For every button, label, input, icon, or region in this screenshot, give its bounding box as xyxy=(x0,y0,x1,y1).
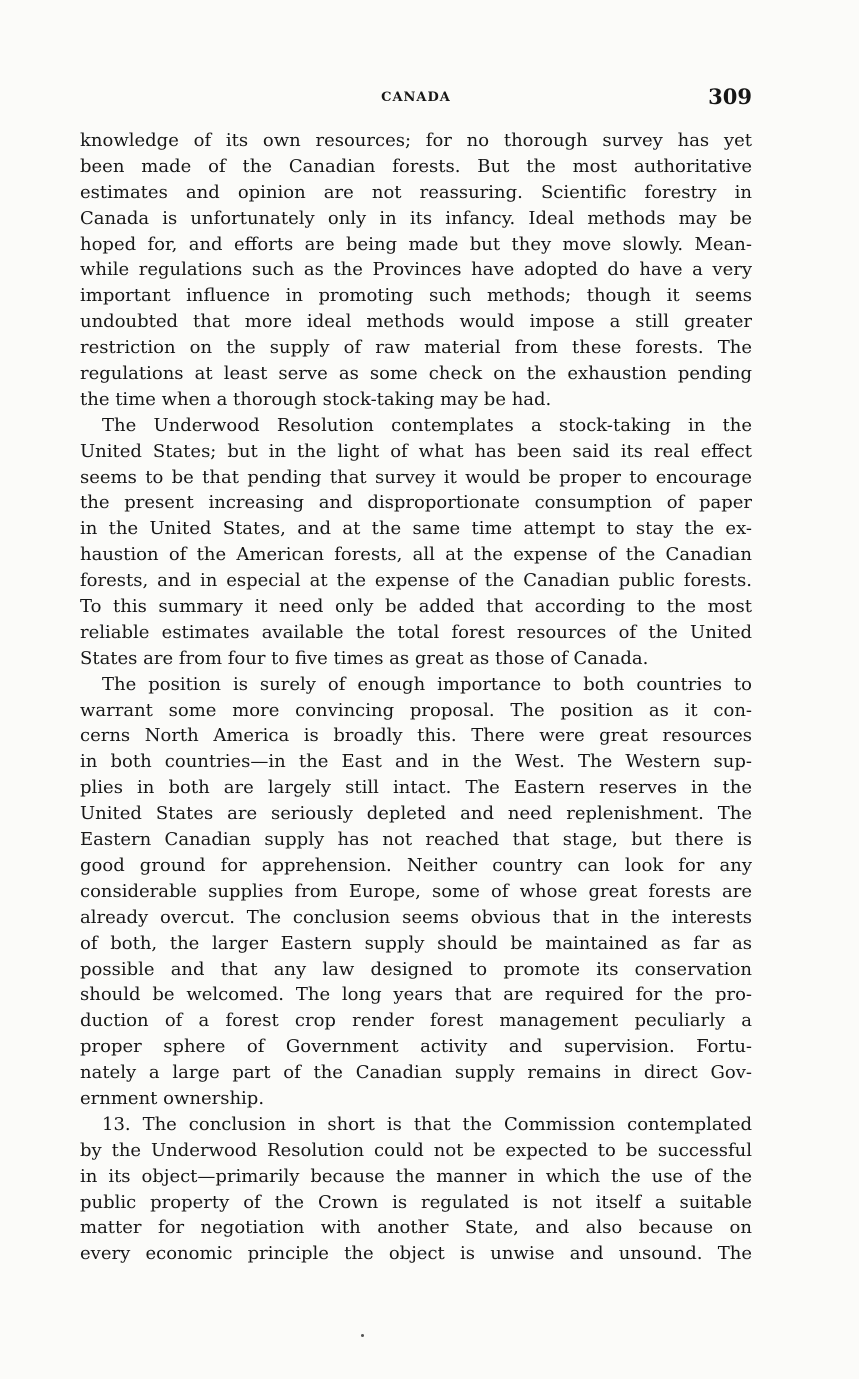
text-line: important influence in promoting such methods; though it seems xyxy=(80,285,752,307)
text-line: ernment ownership. xyxy=(80,1087,265,1109)
text-line: United States are seriously depleted and need replenishment. The xyxy=(80,803,752,825)
text-line: Canada is unfortunately only in its infancy. Ideal methods may be xyxy=(80,207,752,229)
text-line: seems to be that pending that survey it would be proper to encourage xyxy=(80,466,752,488)
text-line: good ground for apprehension. Neither country can look for any xyxy=(80,854,752,876)
text-line: been made of the Canadian forests. But the most authoritative xyxy=(80,155,752,177)
text-line: in the United States, and at the same time attempt to stay the ex- xyxy=(80,518,752,540)
text-line: United States; but in the light of what has been said its real effect xyxy=(80,440,752,462)
text-line: warrant some more convincing proposal. The position as it con- xyxy=(80,699,752,721)
text-line: should be welcomed. The long years that are required for the pro- xyxy=(80,984,752,1006)
text-line: forests, and in especial at the expense of the Canadian public forests. xyxy=(80,570,752,592)
running-title: CANADA xyxy=(381,90,451,105)
text-line: the time when a thorough stock-taking may be had. xyxy=(80,388,552,410)
running-head xyxy=(80,84,752,114)
text-line: To this summary it need only be added that according to the most xyxy=(80,596,752,618)
text-line: in both countries—in the East and in the West. The Western sup- xyxy=(80,751,752,773)
paragraph xyxy=(80,672,752,1112)
text-line: considerable supplies from Europe, some of whose great forests are xyxy=(80,880,752,902)
print-speck xyxy=(361,1334,364,1337)
text-line: hoped for, and efforts are being made but they move slowly. Mean- xyxy=(80,233,752,255)
text-line: States are from four to five times as great as those of Canada. xyxy=(80,647,649,669)
text-line: knowledge of its own resources; for no thorough survey has yet xyxy=(80,130,752,151)
paragraph xyxy=(80,128,752,413)
text-line: while regulations such as the Provinces have adopted do have a very xyxy=(80,259,752,281)
text-line: plies in both are largely still intact. The Eastern reserves in the xyxy=(80,777,752,799)
text-line: 13. The conclusion in short is that the Commission contemplated xyxy=(102,1113,752,1135)
text-line: undoubted that more ideal methods would impose a still greater xyxy=(80,311,752,333)
text-line: by the Underwood Resolution could not be expected to be successful xyxy=(80,1139,752,1161)
text-line: in its object—primarily because the manner in which the use of the xyxy=(80,1165,752,1187)
paragraph xyxy=(80,1112,752,1267)
paragraph xyxy=(80,413,752,672)
text-line: public property of the Crown is regulated is not itself a suitable xyxy=(80,1191,752,1213)
text-line: duction of a forest crop render forest management peculiarly a xyxy=(80,1010,752,1032)
text-line: the present increasing and disproportionate consumption of paper xyxy=(80,492,752,514)
text-line: every economic principle the object is unwise and unsound. The xyxy=(80,1243,752,1265)
text-line: regulations at least serve as some check on the exhaustion pending xyxy=(80,363,752,385)
text-line: of both, the larger Eastern supply should be maintained as far as xyxy=(80,932,752,954)
body-text xyxy=(80,128,752,1267)
text-line: matter for negotiation with another State, and also because on xyxy=(80,1217,752,1239)
text-line: The Underwood Resolution contemplates a stock-taking in the xyxy=(102,414,752,436)
text-line: already overcut. The conclusion seems obvious that in the interests xyxy=(80,906,752,928)
text-line: The position is surely of enough importance to both countries to xyxy=(102,673,752,695)
text-line: estimates and opinion are not reassuring. Scientific forestry in xyxy=(80,181,752,203)
text-line: nately a large part of the Canadian supply remains in direct Gov- xyxy=(80,1062,752,1084)
text-line: possible and that any law designed to promote its conservation xyxy=(80,958,752,980)
text-line: haustion of the American forests, all at the expense of the Canadian xyxy=(80,544,752,566)
text-line: restriction on the supply of raw material from these forests. The xyxy=(80,337,752,359)
text-line: Eastern Canadian supply has not reached that stage, but there is xyxy=(80,829,752,851)
text-line: proper sphere of Government activity and supervision. Fortu- xyxy=(80,1036,752,1058)
page-number: 309 xyxy=(708,84,752,109)
text-line: cerns North America is broadly this. There were great resources xyxy=(80,725,752,747)
text-line: reliable estimates available the total forest resources of the United xyxy=(80,621,752,643)
